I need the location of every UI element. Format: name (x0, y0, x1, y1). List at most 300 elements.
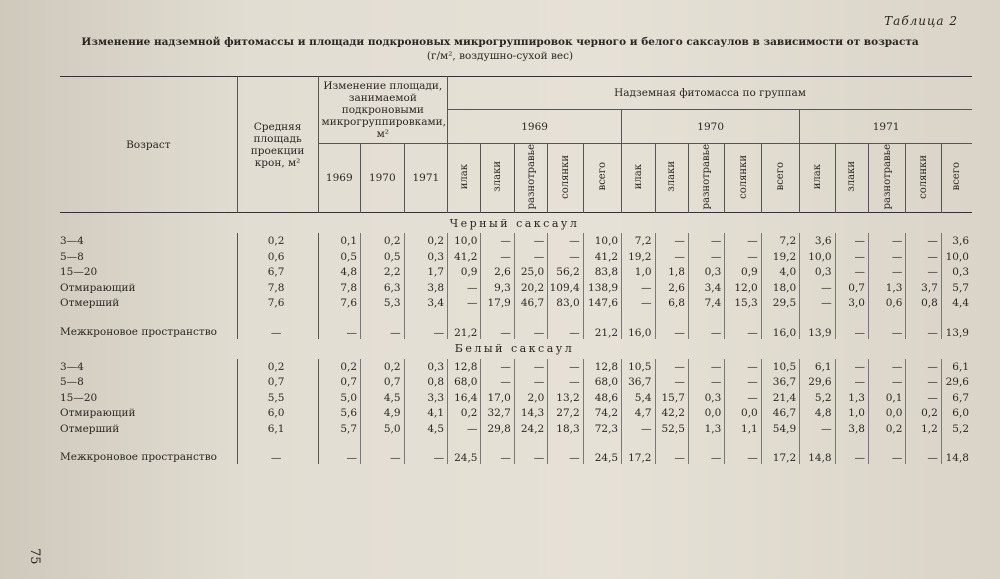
group-header-label: солянки (918, 154, 930, 199)
row-area-change: 4,1 (404, 405, 448, 421)
caption-units: (г/м², воздушно-сухой вес) (426, 50, 574, 62)
row-phytomass-value: 21,4 (761, 390, 799, 406)
row-phytomass-value: — (655, 249, 688, 265)
row-phytomass-value: 29,6 (945, 376, 969, 389)
row-phytomass-value: 18,0 (761, 280, 799, 296)
row-area-change: 6,3 (361, 280, 405, 296)
row-area-change: 1,7 (404, 264, 448, 280)
table-row (60, 233, 972, 249)
row-area-change: — (318, 436, 361, 464)
row-phytomass-value: — (622, 295, 655, 311)
table-row (60, 390, 972, 406)
group-header (906, 144, 941, 213)
row-phytomass-value: 4,0 (761, 264, 799, 280)
row-phytomass-value: 14,8 (800, 436, 835, 464)
area-year-1971: 1971 (404, 144, 448, 213)
row-phytomass-value: 54,9 (761, 421, 799, 437)
row-phytomass-value: — (514, 233, 547, 249)
row-phytomass-value: 1,2 (906, 421, 941, 437)
row-phytomass-value: — (481, 359, 514, 375)
row-phytomass-value: 10,0 (448, 233, 481, 249)
row-phytomass-value: 41,2 (583, 249, 621, 265)
row-phytomass-value: 29,6 (800, 374, 835, 390)
group-header (941, 144, 972, 213)
row-phytomass-value: 5,2 (800, 390, 835, 406)
table-label: Таблица 2 (884, 14, 958, 28)
row-phytomass-value: 7,2 (761, 233, 799, 249)
row-phytomass-value: 18,3 (548, 421, 583, 437)
row-phytomass-value: 10,5 (622, 359, 655, 375)
section-title: Белый саксаул (454, 342, 575, 356)
row-phytomass-value: 2,6 (655, 280, 688, 296)
area-year-1970: 1970 (361, 144, 405, 213)
row-phytomass-value: 13,9 (945, 326, 969, 339)
row-phytomass-value: 0,7 (835, 280, 868, 296)
row-phytomass-value: — (868, 264, 905, 280)
row-phytomass-value: 6,1 (800, 359, 835, 375)
row-area-change: 0,5 (361, 249, 405, 265)
avg-area-header: Средняя площадь проекции крон, м² (237, 77, 318, 213)
row-age-label: Отмерший (60, 297, 120, 310)
row-area-change: 5,3 (361, 295, 405, 311)
row-phytomass-value: 16,4 (448, 390, 481, 406)
row-phytomass-value: 52,5 (655, 421, 688, 437)
row-phytomass-value: 36,7 (622, 374, 655, 390)
row-phytomass-value: — (548, 311, 583, 339)
row-phytomass-value: 20,2 (514, 280, 547, 296)
phytomass-header: Надземная фитомасса по группам (448, 77, 972, 110)
row-phytomass-value: 14,3 (514, 405, 547, 421)
row-age-label: Межкроновое пространство (60, 451, 217, 464)
row-area-change: 0,2 (404, 233, 448, 249)
row-area-change: 0,3 (404, 359, 448, 375)
row-phytomass-value: 0,3 (688, 264, 724, 280)
page-number: 75 (27, 548, 42, 565)
row-avg-area: 6,0 (237, 405, 318, 421)
row-phytomass-value: 21,2 (448, 311, 481, 339)
row-phytomass-value: 41,2 (448, 249, 481, 265)
row-phytomass-value: — (481, 374, 514, 390)
section-title: Черный саксаул (449, 216, 580, 230)
row-phytomass-value: — (725, 359, 761, 375)
row-phytomass-value: — (835, 233, 868, 249)
row-phytomass-value: 109,4 (548, 280, 583, 296)
row-phytomass-value: 7,2 (622, 233, 655, 249)
row-phytomass-value: 5,7 (952, 281, 969, 294)
row-phytomass-value: — (725, 233, 761, 249)
row-phytomass-value: 2,6 (481, 264, 514, 280)
row-age-label: Отмирающий (60, 407, 136, 420)
row-phytomass-value: — (725, 249, 761, 265)
group-header (583, 144, 621, 213)
row-phytomass-value: 0,3 (688, 390, 724, 406)
row-age-label: 5—8 (60, 376, 84, 389)
row-phytomass-value: 1,0 (622, 264, 655, 280)
row-area-change: 3,4 (404, 295, 448, 311)
group-header (835, 144, 868, 213)
row-phytomass-value: 14,8 (945, 452, 969, 465)
row-phytomass-value: — (548, 249, 583, 265)
row-phytomass-value: — (655, 311, 688, 339)
row-phytomass-value: 3,7 (906, 280, 941, 296)
row-phytomass-value: — (835, 374, 868, 390)
row-phytomass-value: 12,8 (448, 359, 481, 375)
row-phytomass-value: 1,3 (835, 390, 868, 406)
row-phytomass-value: — (835, 249, 868, 265)
row-area-change: 0,2 (318, 359, 361, 375)
row-phytomass-value: 0,2 (868, 421, 905, 437)
row-phytomass-value: — (514, 311, 547, 339)
row-age-label: 15—20 (60, 266, 98, 279)
row-avg-area: — (237, 436, 318, 464)
row-age-label: 15—20 (60, 391, 98, 404)
group-header-label: злаки (492, 161, 504, 193)
row-phytomass-value: 24,5 (448, 436, 481, 464)
row-phytomass-value: 13,2 (548, 390, 583, 406)
row-phytomass-value: 0,0 (868, 405, 905, 421)
row-phytomass-value: — (868, 233, 905, 249)
row-avg-area: — (237, 311, 318, 339)
group-header-label: всего (951, 162, 963, 191)
row-phytomass-value: — (688, 249, 724, 265)
row-phytomass-value: — (835, 311, 868, 339)
row-phytomass-value: 19,2 (622, 249, 655, 265)
group-header (622, 144, 655, 213)
row-phytomass-value: 0,8 (906, 295, 941, 311)
row-phytomass-value: 21,2 (583, 311, 621, 339)
row-phytomass-value: 83,0 (548, 295, 583, 311)
row-area-change: 5,6 (318, 405, 361, 421)
row-phytomass-value: — (688, 359, 724, 375)
group-header-label: разнотравье (881, 144, 893, 210)
row-phytomass-value: 0,3 (800, 264, 835, 280)
row-phytomass-value: 0,2 (906, 405, 941, 421)
row-phytomass-value: — (548, 374, 583, 390)
row-phytomass-value: 17,9 (481, 295, 514, 311)
group-header-label: солянки (737, 154, 749, 199)
row-area-change: — (404, 311, 448, 339)
year-header-1969: 1969 (448, 110, 622, 144)
group-header-label: всего (774, 162, 786, 191)
row-area-change: 0,1 (318, 233, 361, 249)
row-phytomass-value: 24,5 (583, 436, 621, 464)
row-phytomass-value: — (548, 233, 583, 249)
row-phytomass-value: 27,2 (548, 405, 583, 421)
row-phytomass-value: — (655, 374, 688, 390)
table-row (60, 295, 972, 311)
group-header (725, 144, 761, 213)
row-phytomass-value: 17,2 (761, 436, 799, 464)
row-phytomass-value: — (868, 249, 905, 265)
row-phytomass-value: — (906, 264, 941, 280)
group-header (548, 144, 583, 213)
row-phytomass-value: 72,3 (583, 421, 621, 437)
row-phytomass-value: — (800, 280, 835, 296)
row-age-label: 3—4 (60, 360, 84, 373)
row-phytomass-value: 24,2 (514, 421, 547, 437)
row-phytomass-value: 3,4 (688, 280, 724, 296)
row-phytomass-value: 4,7 (622, 405, 655, 421)
table-row (60, 249, 972, 265)
row-area-change: 3,8 (404, 280, 448, 296)
row-phytomass-value: — (481, 233, 514, 249)
row-phytomass-value: — (800, 421, 835, 437)
row-phytomass-value: — (688, 233, 724, 249)
row-phytomass-value: 1,1 (725, 421, 761, 437)
row-phytomass-value: — (800, 295, 835, 311)
section-header-row (60, 339, 972, 359)
row-phytomass-value: 3,8 (835, 421, 868, 437)
group-header (800, 144, 835, 213)
row-phytomass-value: 0,1 (868, 390, 905, 406)
row-phytomass-value: — (655, 436, 688, 464)
row-phytomass-value: 2,0 (514, 390, 547, 406)
row-phytomass-value: 46,7 (514, 295, 547, 311)
row-phytomass-value: 16,0 (761, 311, 799, 339)
group-header-label: солянки (559, 154, 571, 199)
row-phytomass-value: 0,9 (725, 264, 761, 280)
row-phytomass-value: — (448, 295, 481, 311)
row-phytomass-value: — (906, 249, 941, 265)
row-phytomass-value: 1,8 (655, 264, 688, 280)
row-phytomass-value: 3,6 (952, 235, 969, 248)
row-phytomass-value: — (906, 374, 941, 390)
row-phytomass-value: 12,0 (725, 280, 761, 296)
row-phytomass-value: 46,7 (761, 405, 799, 421)
row-area-change: 2,2 (361, 264, 405, 280)
group-header-label: илак (632, 164, 644, 190)
row-phytomass-value: 74,2 (583, 405, 621, 421)
row-phytomass-value: 16,0 (622, 311, 655, 339)
row-avg-area: 5,5 (237, 390, 318, 406)
row-phytomass-value: — (514, 359, 547, 375)
row-avg-area: 6,7 (237, 264, 318, 280)
group-header (761, 144, 799, 213)
row-phytomass-value: — (688, 311, 724, 339)
table-row (60, 264, 972, 280)
row-phytomass-value: 19,2 (761, 249, 799, 265)
row-phytomass-value: 12,8 (583, 359, 621, 375)
row-age-label: Отмерший (60, 422, 120, 435)
row-area-change: — (361, 436, 405, 464)
row-area-change: 0,2 (361, 233, 405, 249)
row-phytomass-value: 15,7 (655, 390, 688, 406)
group-header-label: илак (811, 164, 823, 190)
row-area-change: 0,3 (404, 249, 448, 265)
group-header-label: разнотравье (525, 144, 537, 210)
row-phytomass-value: 56,2 (548, 264, 583, 280)
row-phytomass-value: — (868, 311, 905, 339)
row-phytomass-value: — (906, 436, 941, 464)
row-phytomass-value: 0,9 (448, 264, 481, 280)
row-area-change: 5,0 (361, 421, 405, 437)
row-phytomass-value: 6,8 (655, 295, 688, 311)
row-phytomass-value: 3,6 (800, 233, 835, 249)
row-phytomass-value: 0,0 (725, 405, 761, 421)
row-area-change: 0,7 (318, 374, 361, 390)
row-age-label: 5—8 (60, 250, 84, 263)
row-phytomass-value: — (906, 390, 941, 406)
row-area-change: — (318, 311, 361, 339)
group-header (655, 144, 688, 213)
row-phytomass-value: — (514, 249, 547, 265)
row-phytomass-value: 138,9 (583, 280, 621, 296)
row-age-label: 3—4 (60, 235, 84, 248)
row-avg-area: 7,6 (237, 295, 318, 311)
row-area-change: 4,5 (404, 421, 448, 437)
row-phytomass-value: 48,6 (583, 390, 621, 406)
row-phytomass-value: 10,5 (761, 359, 799, 375)
row-phytomass-value: 83,8 (583, 264, 621, 280)
row-area-change: 4,8 (318, 264, 361, 280)
group-header-label: злаки (666, 161, 678, 193)
table-row (60, 405, 972, 421)
table-row (60, 280, 972, 296)
row-avg-area: 0,2 (237, 359, 318, 375)
row-phytomass-value: 0,2 (448, 405, 481, 421)
row-phytomass-value: — (622, 421, 655, 437)
row-area-change: 4,5 (361, 390, 405, 406)
row-phytomass-value: — (725, 374, 761, 390)
row-phytomass-value: 1,0 (835, 405, 868, 421)
row-phytomass-value: — (835, 359, 868, 375)
row-area-change: 3,3 (404, 390, 448, 406)
row-phytomass-value: 10,0 (945, 250, 969, 263)
row-phytomass-value: — (835, 264, 868, 280)
row-phytomass-value: 4,4 (952, 297, 969, 310)
row-avg-area: 7,8 (237, 280, 318, 296)
row-area-change: 0,7 (361, 374, 405, 390)
row-phytomass-value: — (688, 436, 724, 464)
row-phytomass-value: — (448, 421, 481, 437)
row-phytomass-value: — (481, 436, 514, 464)
table-caption (60, 35, 940, 63)
row-area-change: 4,9 (361, 405, 405, 421)
row-phytomass-value: — (868, 374, 905, 390)
row-area-change: 5,7 (318, 421, 361, 437)
row-phytomass-value: — (481, 249, 514, 265)
row-phytomass-value: — (725, 311, 761, 339)
row-phytomass-value: 3,0 (835, 295, 868, 311)
group-header-label: злаки (846, 161, 858, 193)
row-phytomass-value: 147,6 (583, 295, 621, 311)
group-header-label: всего (596, 162, 608, 191)
table-row (60, 311, 972, 339)
row-phytomass-value: 10,0 (583, 233, 621, 249)
table-row (60, 374, 972, 390)
row-area-change: 5,0 (318, 390, 361, 406)
age-header: Возраст (60, 77, 237, 213)
row-phytomass-value: 17,2 (622, 436, 655, 464)
group-header (868, 144, 905, 213)
row-phytomass-value: 1,3 (688, 421, 724, 437)
group-header-label: илак (458, 164, 470, 190)
row-phytomass-value: 42,2 (655, 405, 688, 421)
area-year-1969: 1969 (318, 144, 361, 213)
row-phytomass-value: — (622, 280, 655, 296)
row-phytomass-value: 6,0 (952, 407, 969, 420)
row-phytomass-value: 13,9 (800, 311, 835, 339)
group-header (448, 144, 481, 213)
year-header-1970: 1970 (622, 110, 800, 144)
row-area-change: — (404, 436, 448, 464)
row-phytomass-value: — (514, 374, 547, 390)
group-header (688, 144, 724, 213)
row-phytomass-value: 68,0 (448, 374, 481, 390)
row-area-change: 0,2 (361, 359, 405, 375)
row-area-change: 0,8 (404, 374, 448, 390)
row-phytomass-value: 29,5 (761, 295, 799, 311)
row-avg-area: 0,7 (237, 374, 318, 390)
section-header-row (60, 213, 972, 233)
row-phytomass-value: 9,3 (481, 280, 514, 296)
row-phytomass-value: — (655, 233, 688, 249)
phytomass-table (60, 76, 972, 464)
row-phytomass-value: 0,6 (868, 295, 905, 311)
row-avg-area: 0,6 (237, 249, 318, 265)
row-phytomass-value: 5,2 (952, 422, 969, 435)
caption-title: Изменение надземной фитомассы и площади подкроновых микрогруппировок черного и белого саксаулов в зависимости от возраста (81, 36, 919, 48)
row-phytomass-value: — (906, 311, 941, 339)
row-area-change: 7,8 (318, 280, 361, 296)
row-area-change: — (361, 311, 405, 339)
row-avg-area: 6,1 (237, 421, 318, 437)
row-avg-area: 0,2 (237, 233, 318, 249)
row-age-label: Отмирающий (60, 281, 136, 294)
row-age-label: Межкроновое пространство (60, 325, 217, 338)
row-phytomass-value: — (906, 359, 941, 375)
row-phytomass-value: — (514, 436, 547, 464)
row-phytomass-value: — (835, 436, 868, 464)
row-phytomass-value: — (906, 233, 941, 249)
row-phytomass-value: 17,0 (481, 390, 514, 406)
row-phytomass-value: 5,4 (622, 390, 655, 406)
row-phytomass-value: — (481, 311, 514, 339)
row-phytomass-value: 7,4 (688, 295, 724, 311)
year-header-1971: 1971 (800, 110, 972, 144)
row-phytomass-value: 4,8 (800, 405, 835, 421)
row-phytomass-value: — (548, 436, 583, 464)
table-row (60, 436, 972, 464)
table-row (60, 359, 972, 375)
row-phytomass-value: 6,7 (952, 391, 969, 404)
area-change-header: Изменение площади, занимаемой подкроновыми микрогруппировками, м² (318, 77, 448, 144)
row-phytomass-value: — (448, 280, 481, 296)
row-area-change: 0,5 (318, 249, 361, 265)
row-area-change: 7,6 (318, 295, 361, 311)
table-body (60, 213, 972, 464)
row-phytomass-value: 25,0 (514, 264, 547, 280)
row-phytomass-value: — (688, 374, 724, 390)
row-phytomass-value: 1,3 (868, 280, 905, 296)
group-header-label: разнотравье (701, 144, 713, 210)
row-phytomass-value: 0,3 (952, 266, 969, 279)
row-phytomass-value: — (725, 390, 761, 406)
group-header (481, 144, 514, 213)
row-phytomass-value: 36,7 (761, 374, 799, 390)
group-header (514, 144, 547, 213)
table-row (60, 421, 972, 437)
row-phytomass-value: — (655, 359, 688, 375)
row-phytomass-value: — (868, 436, 905, 464)
row-phytomass-value: 6,1 (952, 360, 969, 373)
row-phytomass-value: 0,0 (688, 405, 724, 421)
row-phytomass-value: 10,0 (800, 249, 835, 265)
row-phytomass-value: 15,3 (725, 295, 761, 311)
row-phytomass-value: 68,0 (583, 374, 621, 390)
row-phytomass-value: — (725, 436, 761, 464)
row-phytomass-value: 32,7 (481, 405, 514, 421)
